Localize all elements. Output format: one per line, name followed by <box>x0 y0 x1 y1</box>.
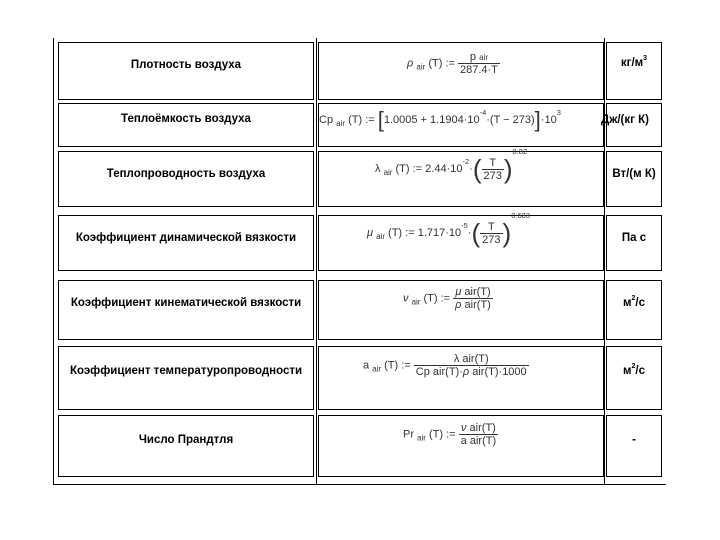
formula-cell <box>318 346 604 410</box>
unit-label: Вт/(м К) <box>612 168 656 180</box>
property-cell <box>58 346 314 410</box>
heat-capacity-formula: Cp $_{air}$ (T) := $[1.0005 + 1.1904\cdot 10^{-4}\cdot(T - 273)]\cdot 10^3$ <box>319 107 561 132</box>
property-name: Коэффициент динамической вязкости <box>75 232 297 244</box>
prandtl-formula: Pr $_{air}$ (T) := $\frac{\text{ν air(T)}}{\text{a air(T)}}$ <box>403 422 497 447</box>
unit-cell <box>606 151 662 207</box>
formula-cell <box>318 210 604 271</box>
table-row <box>58 146 662 207</box>
unit-label: $м^2/с$ <box>622 295 645 309</box>
property-cell <box>58 280 314 340</box>
property-name: Теплопроводность воздуха <box>106 168 266 180</box>
unit-cell <box>606 280 662 340</box>
unit-cell <box>601 103 662 147</box>
diffusivity-formula: a $_{air}$ (T) := $\frac{\text{λ air(T)}}{\text{Cp air(T)·ρ air(T)·1000}}$ <box>363 353 527 378</box>
table-row <box>58 346 662 410</box>
formula-cell <box>318 415 604 477</box>
unit-label: - <box>632 434 636 446</box>
kinematic-viscosity-formula: ν $_{air}$ (T) := $\frac{\text{μ air(T)}}{\text{ρ air(T)}}$ <box>403 286 491 311</box>
property-name: Число Прандтля <box>138 434 234 446</box>
property-name: Коэффициент кинематической вязкости <box>70 297 302 309</box>
property-cell <box>58 42 314 100</box>
formula-cell <box>318 280 604 340</box>
dynamic-viscosity-formula: μ $_{air}$ (T) := $1.717\cdot 10^{-5}\cdot$( $\frac{T}{273}$ )$^{0.683}$ <box>367 210 530 248</box>
property-name: Теплоёмкость воздуха <box>121 113 251 125</box>
unit-cell <box>606 415 662 477</box>
property-name: Плотность воздуха <box>130 59 242 71</box>
unit-label: $кг/м^3$ <box>620 55 648 69</box>
table-row <box>58 415 662 477</box>
property-cell <box>58 103 314 147</box>
unit-label: Па с <box>621 232 647 244</box>
unit-cell <box>606 42 662 100</box>
density-formula: ρ $_{air}$ (T) := $\frac{\text{p air}}{287.4\cdot T}$ <box>407 51 498 76</box>
property-cell <box>58 151 314 207</box>
formula-cell <box>318 103 604 147</box>
table-row <box>58 280 662 340</box>
unit-label: Дж/(кг К) <box>601 114 649 126</box>
table-row <box>58 210 662 271</box>
property-cell <box>58 215 314 271</box>
formula-cell <box>318 146 604 207</box>
unit-cell <box>606 215 662 271</box>
formula-cell <box>318 42 604 100</box>
table-row <box>58 103 662 147</box>
unit-cell <box>606 346 662 410</box>
unit-label: $м^2/с$ <box>622 363 645 377</box>
property-cell <box>58 415 314 477</box>
conductivity-formula: λ $_{air}$ (T) := $2.44\cdot 10^{-2}\cdot$( $\frac{T}{273}$ )$^{0.82}$ <box>375 146 528 184</box>
table-row <box>58 42 662 100</box>
property-name: Коэффициент температуропроводности <box>69 365 303 377</box>
